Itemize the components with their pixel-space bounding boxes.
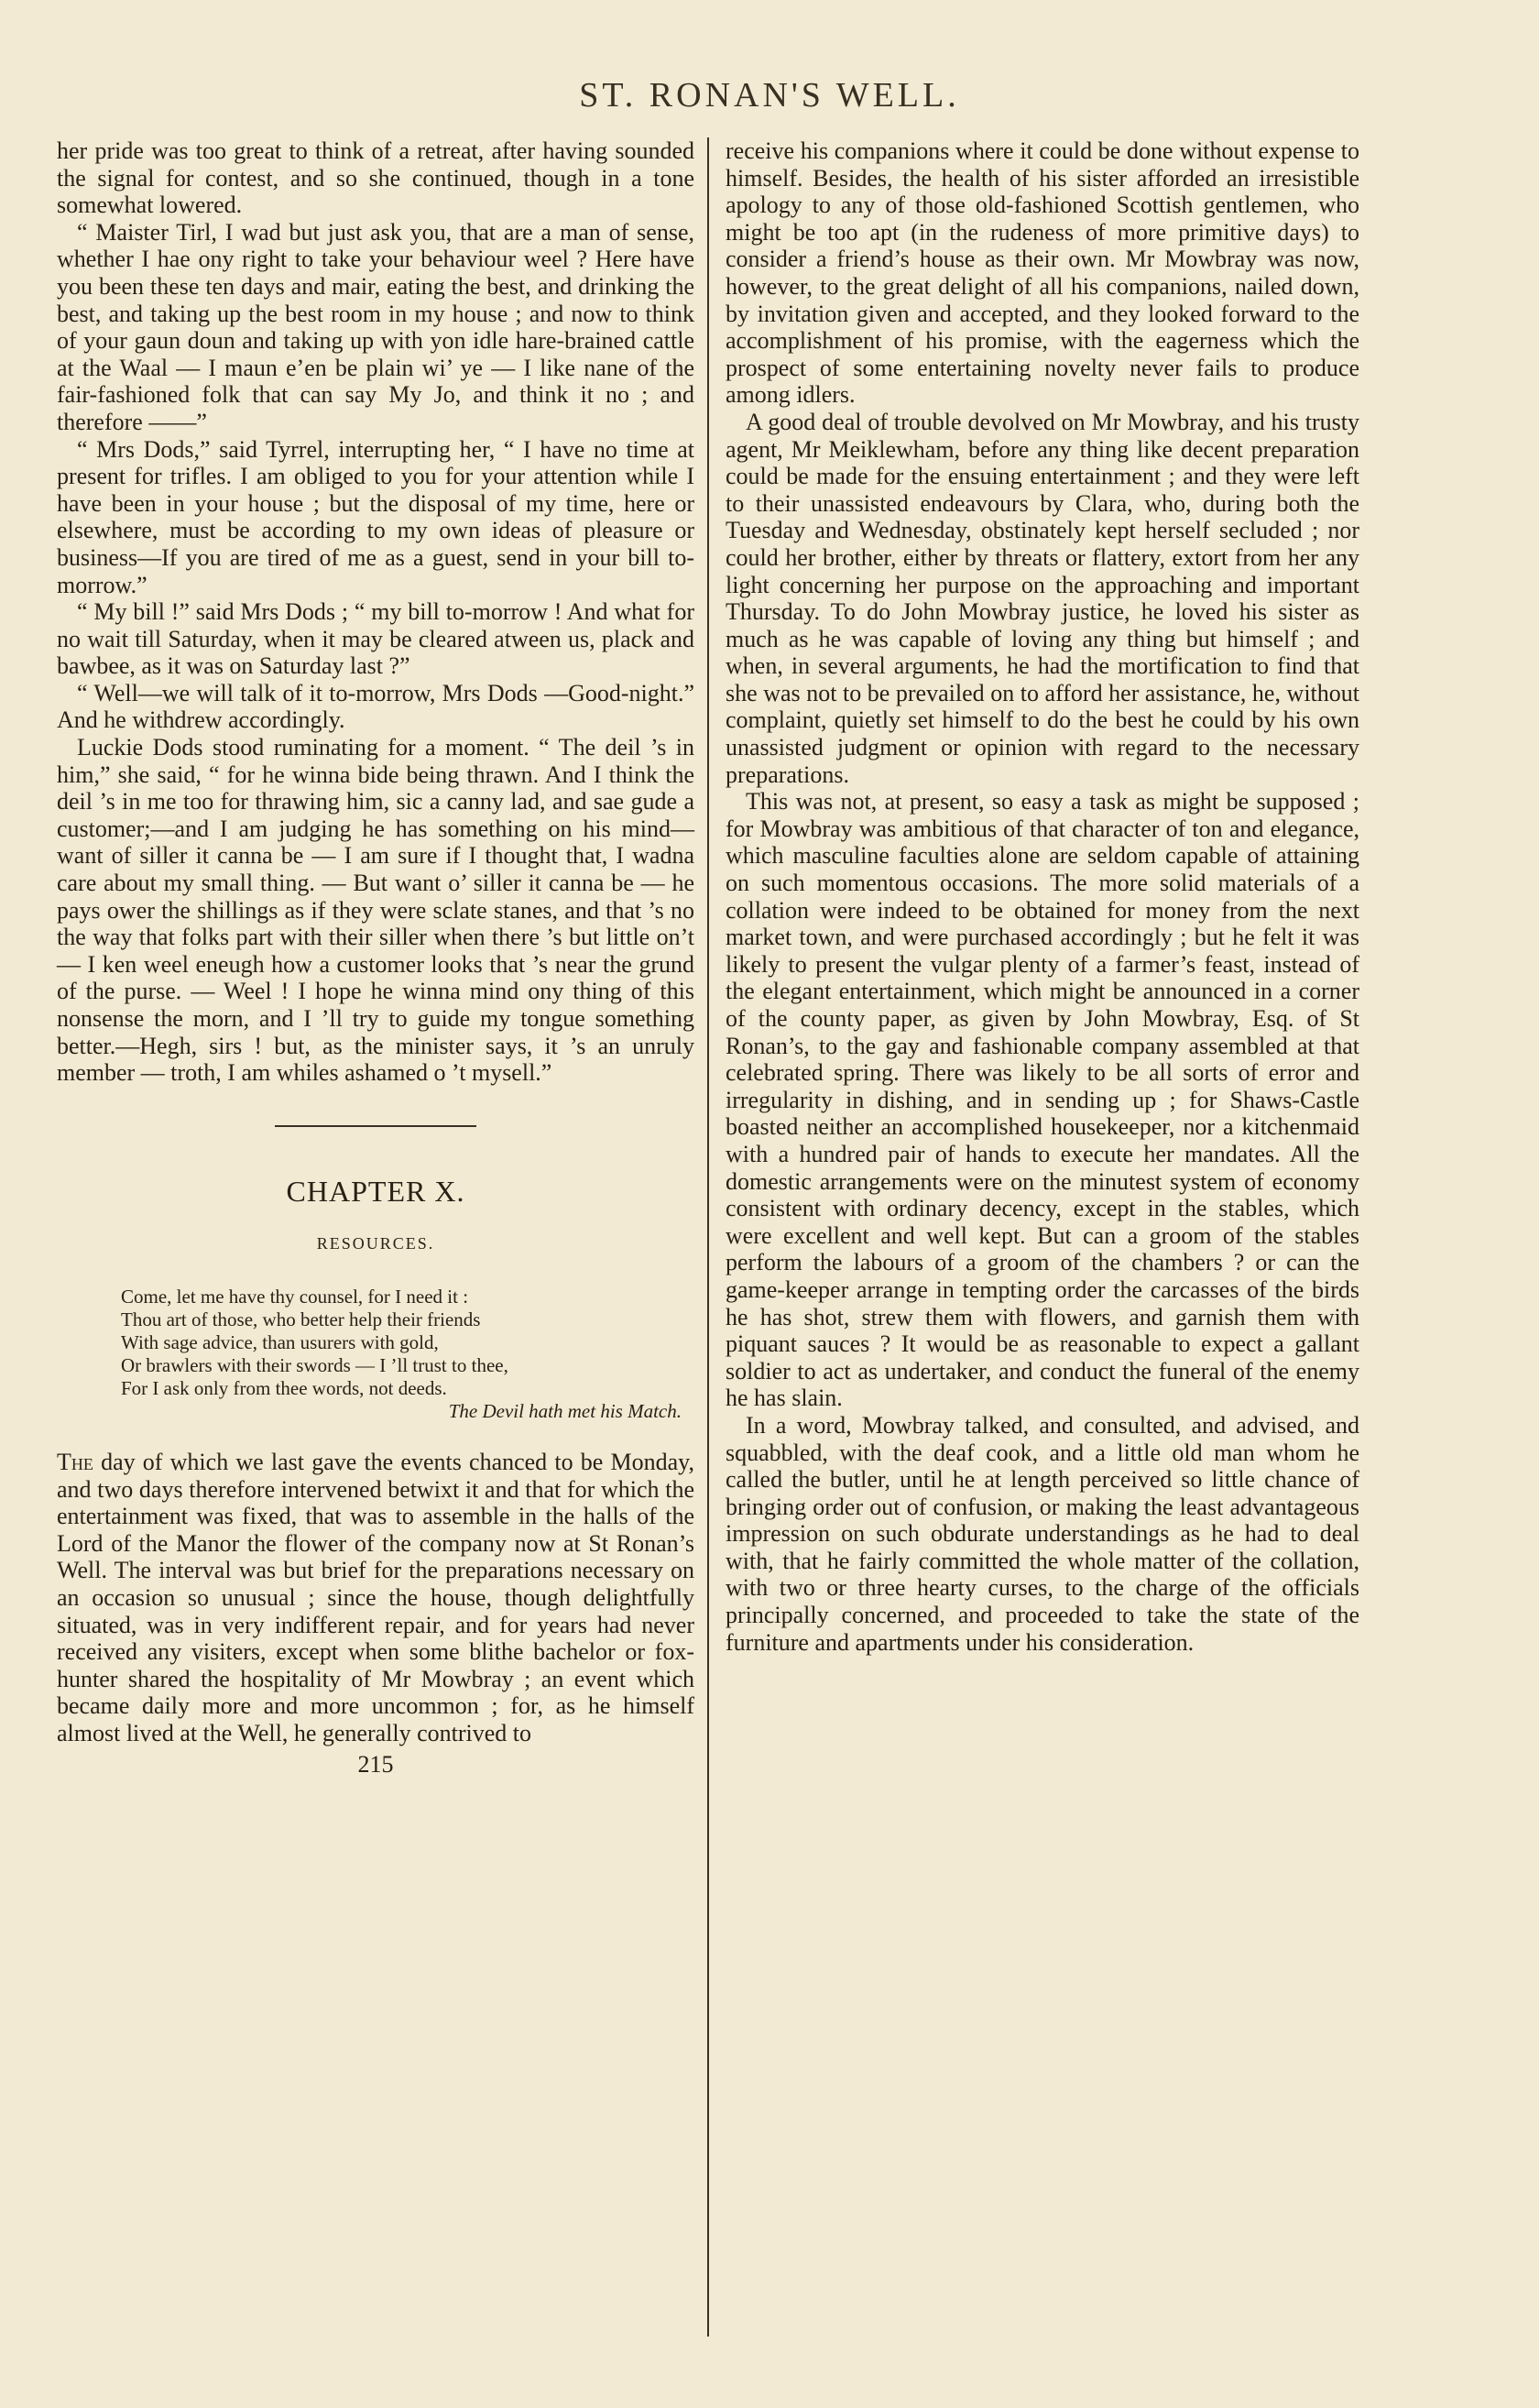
section-divider — [275, 1125, 476, 1127]
epigraph-line: Or brawlers with their swords — I ’ll trust to thee, — [121, 1353, 508, 1376]
paragraph: “ Mrs Dods,” said Tyrrel, interrupting her, “ I have no time at present for trifles. I am obliged to you for your attention while I have been in your house ; but the disposal of my time, here or elsewhere, must be according to my own ideas of pleasure or business—If you are tired of me as a guest, send in your bill to-morrow.” — [57, 435, 694, 598]
paragraph: A good deal of trouble devolved on Mr Mowbray, and his trusty agent, Mr Meiklewham, before any thing like decent preparation could be made for the ensuing entertainment ; and they were left to their unassisted endeavours by Clara, who, during both the Tuesday and Wednesday, obstinately kept herself secluded ; nor could her brother, either by threats or flattery, extort from her any light concerning her purpose on the approaching and important Thursday. To do John Mowbray justice, he loved his sister as much as he was capable of loving any thing but himself ; and when, in several arguments, he had the mortification to find that she was not to be prevailed on to afford her assistance, he, without complaint, quietly set himself to do the best he could by his own unassisted judgment or opinion with regard to the necessary preparations. — [726, 408, 1359, 788]
paragraph: This was not, at present, so easy a task as might be supposed ; for Mowbray was ambitious of that character of ton and elegance, which masculine faculties alone are seldom capable of attaining on such momentous occasions. The more solid materials of a collation were indeed to be obtained for money from the next market town, and were purchased accordingly ; but he felt it was likely to present the vulgar plenty of a farmer’s feast, instead of the elegant entertainment, which might be announced in a corner of the county paper, as given by John Mowbray, Esq. of St Ronan’s, to the gay and fashionable company assembled at that celebrated spring. There was likely to be all sorts of error and irregularity in dishing, and in sending up ; for Shaws-Castle boasted neither an accomplished housekeeper, nor a kitchenmaid with a hundred pair of hands to execute her mandates. All the domestic arrangements were on the minutest system of economy consistent with ordinary decency, except in the stables, which were excellent and well kept. But can a groom of the stables perform the labours of a groom of the chambers ? or can the game-keeper arrange in tempting order the carcasses of the birds he has shot, strew them with flowers, and garnish them with piquant sauces ? It would be as reasonable to expect a gallant soldier to act as undertaker, and conduct the funeral of the enemy he has slain. — [726, 788, 1359, 1412]
running-head: ST. RONAN'S WELL. — [579, 76, 960, 115]
epigraph-line: Come, let me have thy counsel, for I need it : — [121, 1285, 469, 1308]
epigraph — [121, 1286, 694, 1423]
right-column — [726, 137, 1359, 1656]
epigraph-attribution: The Devil hath met his Match. — [448, 1399, 682, 1422]
paragraph: “ Maister Tirl, I wad but just ask you, that are a man of sense, whether I hae ony right to take your behaviour weel ? Here have you been these ten days and mair, eating the best, and drinking the best, and taking up the best room in my house ; and now to think of your gaun doun and taking up with yon idle hare-brained cattle at the Waal — I maun e’en be plain wi’ ye — I like nane of the fair-fashioned folk that can say My Jo, and think it no ; and therefore ——” — [57, 218, 694, 435]
epigraph-line: For I ask only from thee words, not deeds. — [121, 1376, 447, 1399]
paragraph: her pride was too great to think of a retreat, after having sounded the signal for contest, and so she continued, though in a tone somewhat lowered. — [57, 137, 694, 219]
left-column — [57, 137, 694, 1778]
chapter-opening-paragraph — [57, 1449, 694, 1747]
chapter-subtitle: RESOURCES. — [316, 1234, 435, 1253]
opening-text: day of which we last gave the events chanced to be Monday, and two days therefore intervened betwixt it and that for which the entertainment was fixed, that was to assemble in the halls of the Lord of the Manor the flower of the company now at St Ronan’s Well. The interval was but brief for the preparations necessary on an occasion so unusual ; since the house, though delightfully situated, was in very indifferent repair, and for years had never received any visiters, except when some blithe bachelor or fox-hunter shared the hospitality of Mr Mowbray ; an event which became daily more and more uncommon ; for, as he himself almost lived at the Well, he generally contrived to — [57, 1448, 694, 1746]
paragraph: “ Well—we will talk of it to-morrow, Mrs Dods —Good-night.” And he withdrew accordingly. — [57, 679, 694, 734]
column-divider — [707, 137, 709, 2337]
paragraph: “ My bill !” said Mrs Dods ; “ my bill to-morrow ! And what for no wait till Saturday, when it may be cleared atween us, plack and bawbee, as it was on Saturday last ?” — [57, 598, 694, 680]
page-number: 215 — [357, 1750, 394, 1778]
paragraph: receive his companions where it could be done without expense to himself. Besides, the health of his sister afforded an irresistible apology to any of those old-fashioned Scottish gentlemen, who might be too apt (in the rudeness of more primitive days) to consider a friend’s house as their own. Mr Mowbray was now, however, to the great delight of all his companions, nailed down, by invitation given and accepted, and they looked forward to the accomplishment of his promise, with the eagerness which the prospect of some entertaining novelty never fails to produce among idlers. — [726, 137, 1359, 409]
chapter-title: CHAPTER X. — [286, 1174, 465, 1208]
opening-word: The — [57, 1448, 93, 1475]
epigraph-line: Thou art of those, who better help their friends — [121, 1308, 481, 1330]
epigraph-line: With sage advice, than usurers with gold, — [121, 1330, 439, 1353]
paragraph: In a word, Mowbray talked, and consulted, and advised, and squabbled, with the deaf cook, and a little old man whom he called the butler, until he at length perceived so little chance of bringing order out of confusion, or making the least advantageous impression on such obdurate understandings as he had to deal with, that he fairly committed the whole matter of the collation, with two or three hearty curses, to the charge of the officials principally concerned, and proceeded to take the state of the furniture and apartments under his consideration. — [726, 1411, 1359, 1656]
paragraph: Luckie Dods stood ruminating for a moment. “ The deil ’s in him,” she said, “ for he winna bide being thrawn. And I think the deil ’s in me too for thrawing him, sic a canny lad, and sae gude a customer;—and I am judging he has something on his mind—want of siller it canna be — I am sure if I thought that, I wadna care about my small thing. — But want o’ siller it canna be — he pays ower the shillings as if they were sclate stanes, and that ’s no the way that folks part with their siller when there ’s but little on’t — I ken weel eneugh how a customer looks that ’s near the grund of the purse. — Weel ! I hope he winna mind ony thing of this nonsense the morn, and I ’ll try to guide my tongue something better.—Hegh, sirs ! but, as the minister says, it ’s an unruly member — troth, I am whiles ashamed o ’t mysell.” — [57, 734, 694, 1087]
